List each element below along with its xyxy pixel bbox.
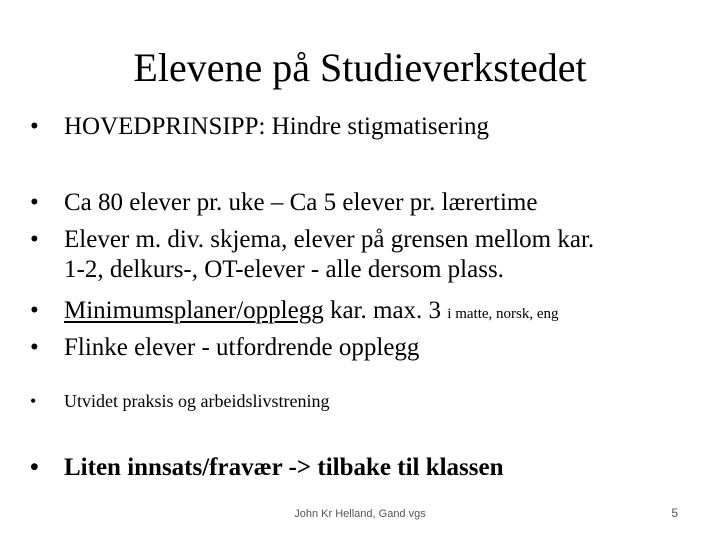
bullet-text: Flinke elever - utfordrende opplegg — [64, 334, 420, 361]
bullet-minimumsplaner — [30, 296, 704, 329]
bullet-liten — [30, 453, 704, 483]
bullet-elever-per-uke — [30, 188, 704, 218]
bullet-principle — [30, 112, 704, 142]
bullet-dot: • — [30, 334, 39, 361]
bullet-dot: • — [30, 391, 37, 411]
bullet-text: Ca 80 elever pr. uke – Ca 5 elever pr. lærertime — [64, 189, 538, 216]
bullet-dot: • — [30, 113, 39, 140]
bullet-text-continued: 1-2, delkurs-, OT-elever - alle dersom plass. — [64, 256, 504, 283]
bullet-elever-skjema — [30, 225, 704, 285]
bullet-text: Elever m. div. skjema, elever på grensen mellom kar. — [64, 226, 595, 253]
bullet-dot: • — [30, 454, 39, 481]
max-text: kar. max. 3 — [323, 297, 448, 324]
underlined-text: Minimumsplaner/opplegg — [64, 297, 324, 324]
bullet-utvidet — [30, 390, 704, 412]
bullet-text: HOVEDPRINSIPP: Hindre stigmatisering — [64, 113, 489, 140]
bullet-flinke — [30, 333, 704, 363]
bullet-text — [64, 296, 704, 329]
bullet-text: Utvidet praksis og arbeidslivstrening — [64, 391, 330, 411]
bullet-dot: • — [30, 226, 39, 253]
bullet-dot: • — [30, 297, 39, 324]
bullet-text: Liten innsats/fravær -> tilbake til klassen — [64, 454, 504, 481]
footer-author: John Kr Helland, Gand vgs — [294, 508, 426, 520]
page-number: 5 — [671, 506, 678, 520]
bullet-dot: • — [30, 189, 39, 216]
slide-title: Elevene på Studieverkstedet — [133, 45, 587, 90]
subjects-text: i matte, norsk, eng — [447, 306, 559, 322]
